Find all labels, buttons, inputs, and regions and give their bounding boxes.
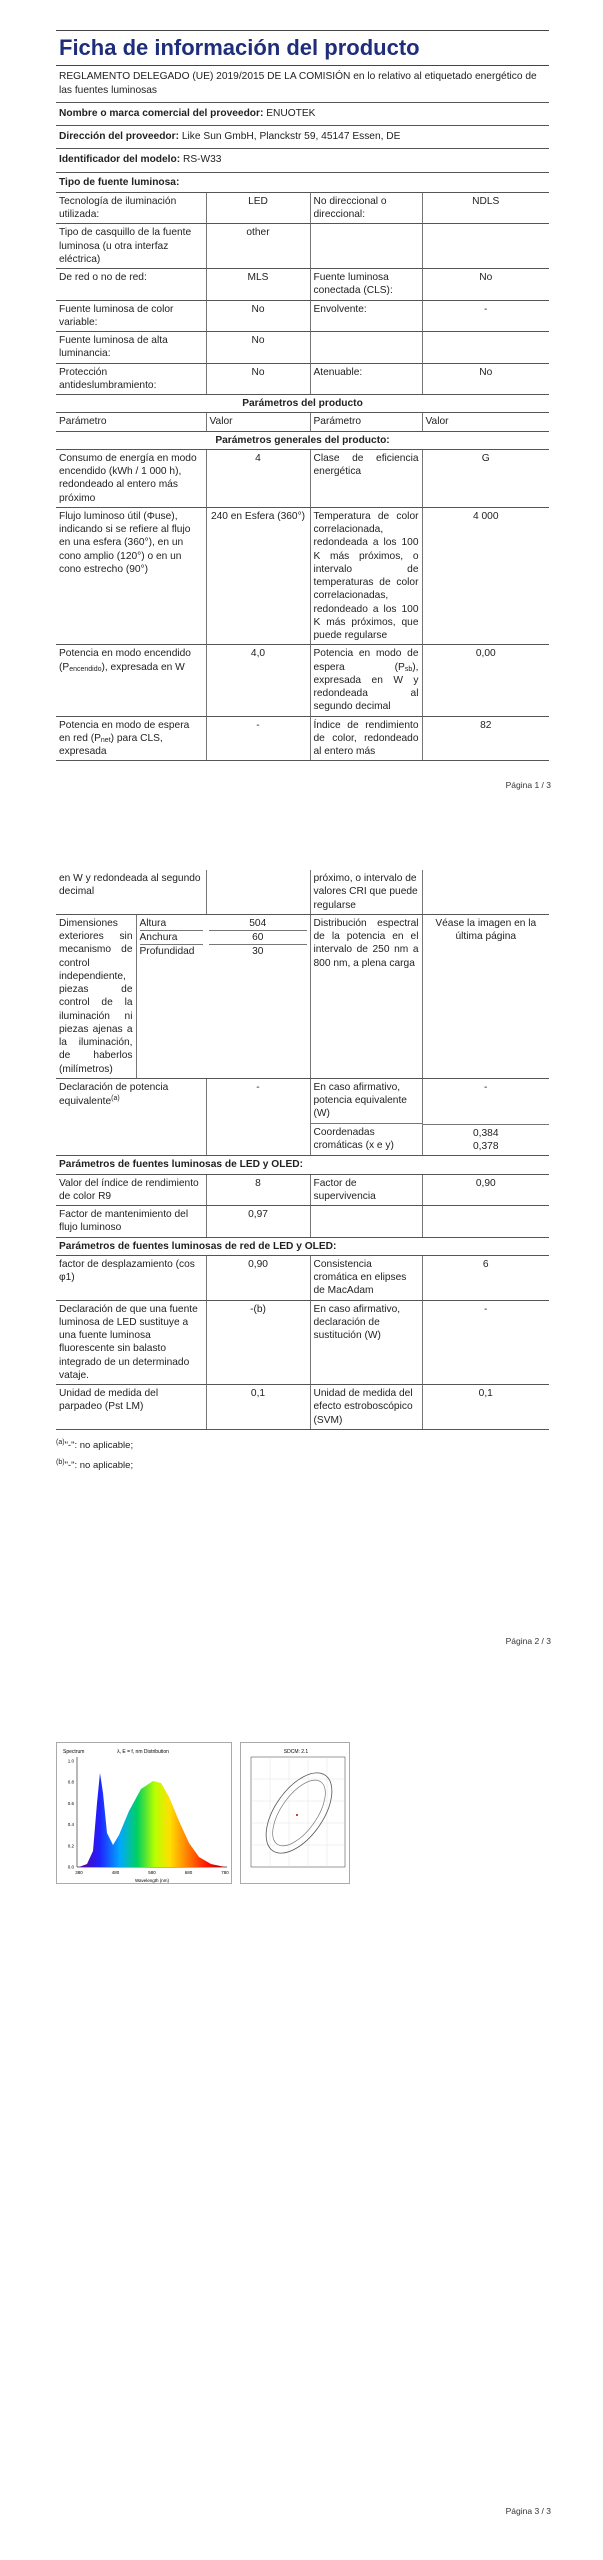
column-header-row: [56, 413, 549, 431]
general-value: -: [206, 716, 310, 761]
source-type-param-2: Atenuable:: [310, 363, 422, 395]
page-1-content: [56, 30, 549, 761]
general-param-2-text: Índice de rendimiento de color, redondeado al entero más: [313, 719, 419, 758]
spectral-distribution-value: Véase la imagen en la última página: [422, 914, 549, 1078]
general-param: [56, 507, 206, 645]
macadam-ellipse-chart: [240, 1742, 350, 1884]
mains-row: [56, 1255, 549, 1300]
col-header-param: Parámetro: [56, 413, 206, 431]
dimension-value-depth: 30: [252, 946, 264, 958]
mains-param: Declaración de que una fuente luminosa de LED sustituye a una fuente luminosa fluorescente sin balasto integrado de un determinado vataje.: [56, 1300, 206, 1385]
supplier-address-label: Dirección del proveedor:: [59, 131, 180, 143]
spectrum-y-tick: 0.0: [67, 1864, 74, 1870]
general-param-2: [310, 449, 422, 507]
dimension-name-depth: Profundidad: [139, 946, 195, 958]
general-value-2: 82: [422, 716, 549, 761]
source-type-value-2: [422, 224, 549, 269]
equivalent-power-row: [56, 1078, 549, 1156]
page-3-number: Página 3 / 3: [505, 2506, 551, 2516]
footnotes: [56, 1438, 549, 1473]
footnote-a-text: "-": no aplicable;: [64, 1439, 134, 1451]
continued-row: [56, 870, 549, 914]
general-value: 240 en Esfera (360°): [206, 507, 310, 645]
led-title-row: [56, 1156, 549, 1174]
led-param-2: Factor de supervivencia: [310, 1174, 422, 1206]
spectrum-y-tick: 0.6: [67, 1800, 74, 1806]
source-type-value-2: -: [422, 300, 549, 332]
general-param-text: Potencia en modo encendido (P: [59, 648, 191, 673]
mains-value: 0,1: [206, 1385, 310, 1430]
general-param-2-text: Potencia en modo de espera (P: [313, 648, 419, 673]
spectrum-x-tick: 580: [148, 1870, 156, 1875]
page-2-content: [56, 870, 549, 1478]
spectrum-y-tick: 0.8: [67, 1779, 74, 1785]
equivalent-power-text: Declaración de potencia equivalente: [59, 1081, 169, 1107]
supplier-address-row: [56, 126, 549, 149]
general-param-text: Potencia en modo de espera en red (P: [59, 719, 190, 744]
dimension-values: [206, 914, 310, 1078]
mains-row: [56, 1300, 549, 1385]
general-value-2: 0,00: [422, 645, 549, 716]
mains-value-2: -: [422, 1300, 549, 1385]
general-param-tail: ), expresada en W: [101, 661, 185, 673]
led-value: 8: [206, 1174, 310, 1206]
general-param-tail: ) para CLS, expresada: [59, 732, 163, 758]
dimension-name-height: Altura: [140, 917, 204, 931]
source-type-value: No: [206, 300, 310, 332]
spectrum-x-tick: 680: [184, 1870, 193, 1875]
ellipse-title: SDCM: 2.1: [283, 1749, 309, 1755]
dimensions-row: [56, 914, 549, 1078]
spectrum-curve: [79, 1773, 225, 1867]
source-type-value: MLS: [206, 269, 310, 301]
general-param-2-text: Clase de eficiencia energética: [313, 452, 419, 478]
ellipse-measured-point: [296, 1814, 298, 1816]
source-type-value: No: [206, 363, 310, 395]
spectrum-ylabel: Spectrum: [63, 1749, 85, 1755]
source-type-param-2: [310, 224, 422, 269]
source-type-value: LED: [206, 193, 310, 224]
led-params-title: Parámetros de fuentes luminosas de LED y OLED:: [56, 1156, 549, 1174]
footnote-b-text: "-": no aplicable;: [64, 1460, 134, 1472]
spectrum-svg: [57, 1743, 233, 1885]
source-type-row: [56, 269, 549, 301]
general-param-text: Consumo de energía en modo encendido (kWh / 1 000 h), redondeado al entero más próximo: [59, 452, 197, 504]
mains-row: [56, 1385, 549, 1430]
col-header-param-2: Parámetro: [310, 413, 422, 431]
general-param-2: [310, 716, 422, 761]
continued-value-1: [206, 870, 310, 914]
footnote-a-mark: (a): [56, 1438, 65, 1446]
dimensions-label: Dimensiones exteriores sin mecanismo de control independiente, piezas de control de la iluminación ni piezas ajenas a la iluminación, de haberlos (milímetros): [56, 914, 136, 1078]
source-type-value-2: No: [422, 269, 549, 301]
general-value-2: 4 000: [422, 507, 549, 645]
model-id-label: Identificador del modelo:: [59, 154, 181, 166]
dimension-names: [136, 914, 206, 1078]
mains-param-2: Unidad de medida del efecto estroboscópico (SVM): [310, 1385, 422, 1430]
product-params-continued-table: [56, 870, 549, 1430]
product-params-table: [56, 395, 549, 761]
footnote-b: [56, 1458, 549, 1472]
source-type-value-2: [422, 332, 549, 364]
page-2-number: Página 2 / 3: [505, 1636, 551, 1646]
source-type-param: Tecnología de iluminación utilizada:: [56, 193, 206, 224]
led-value: 0,97: [206, 1206, 310, 1238]
general-value: 4,0: [206, 645, 310, 716]
general-value-2: G: [422, 449, 549, 507]
dimension-value-height: 504: [209, 917, 307, 931]
mains-value: 0,90: [206, 1255, 310, 1300]
supplier-name-label: Nombre o marca comercial del proveedor:: [59, 107, 264, 119]
mains-param: Unidad de medida del parpadeo (Pst LM): [56, 1385, 206, 1430]
spectrum-x-tick: 380: [75, 1870, 83, 1875]
spectrum-x-ticks: [75, 1870, 229, 1875]
source-type-value: other: [206, 224, 310, 269]
mains-title-row: [56, 1237, 549, 1255]
general-params-title-row: [56, 431, 549, 449]
col-header-value-2: Valor: [422, 413, 549, 431]
general-param-row: [56, 507, 549, 645]
source-type-title: Tipo de fuente luminosa:: [56, 173, 549, 193]
led-param: Factor de mantenimiento del flujo luminoso: [56, 1206, 206, 1238]
equivalent-power-values: [422, 1078, 549, 1156]
source-type-row: [56, 363, 549, 395]
source-type-param: De red o no de red:: [56, 269, 206, 301]
source-type-value: No: [206, 332, 310, 364]
product-params-title-row: [56, 395, 549, 413]
general-param-text: Flujo luminoso útil (Φuse), indicando si se refiere al flujo en una esfera (360°), en un cono amplio (120°) o en un cono estrecho (90°): [59, 510, 191, 575]
page-1-number: Página 1 / 3: [505, 780, 551, 790]
source-type-param: Fuente luminosa de alta luminancia:: [56, 332, 206, 364]
ellipse-svg: [241, 1743, 351, 1885]
chromaticity-value: 0,384 0,378: [473, 1127, 499, 1152]
footnote-a: [56, 1438, 549, 1452]
continued-value-2: [422, 870, 549, 914]
equivalent-power-label: [56, 1078, 206, 1156]
general-param-row: [56, 645, 549, 716]
ellipse-inner: [262, 1772, 335, 1855]
equivalent-watt-value: -: [423, 1079, 550, 1125]
page-2: [0, 830, 603, 1686]
col-header-value: Valor: [206, 413, 310, 431]
equivalent-watt-label: En caso afirmativo, potencia equivalente (W): [311, 1079, 422, 1124]
general-value: 4: [206, 449, 310, 507]
footnote-b-mark: (b): [56, 1459, 65, 1467]
source-type-param-2: Envolvente:: [310, 300, 422, 332]
continued-param-2: próximo, o intervalo de valores CRI que puede regularse: [310, 870, 422, 914]
general-param-sub: encendido: [69, 665, 102, 673]
source-type-param: Tipo de casquillo de la fuente luminosa (u otra interfaz eléctrica): [56, 224, 206, 269]
source-type-value-2: No: [422, 363, 549, 395]
led-param-2: [310, 1206, 422, 1238]
source-type-row: [56, 300, 549, 332]
dimension-name-width: Anchura: [140, 931, 204, 945]
ellipse-plot-frame: [251, 1757, 345, 1867]
general-param-2: [310, 507, 422, 645]
general-param-2-sub: sb: [404, 665, 413, 673]
supplier-name-row: [56, 103, 549, 126]
led-value-2: [422, 1206, 549, 1238]
spectrum-y-tick: 1.0: [67, 1758, 74, 1764]
mains-value-2: 0,1: [422, 1385, 549, 1430]
mains-value: -(b): [206, 1300, 310, 1385]
mains-param: factor de desplazamiento (cos φ1): [56, 1255, 206, 1300]
dimension-value-width: 60: [209, 931, 307, 945]
source-type-row: [56, 193, 549, 224]
led-param: Valor del índice de rendimiento de color R9: [56, 1174, 206, 1206]
spectrum-title: λ, E = f, nm Distribution: [117, 1749, 169, 1755]
supplier-address-value: Like Sun GmbH, Planckstr 59, 45147 Essen, DE: [181, 131, 401, 143]
document-title: Ficha de información del producto: [56, 30, 549, 66]
general-params-title: Parámetros generales del producto:: [56, 431, 549, 449]
page-1: [0, 0, 603, 830]
general-param-row: [56, 716, 549, 761]
source-type-row: [56, 224, 549, 269]
general-param: [56, 716, 206, 761]
source-type-param-2: [310, 332, 422, 364]
source-type-row: [56, 332, 549, 364]
general-param-2-text: Temperatura de color correlacionada, redondeada a los 100 K más próximos, o intervalo de temperaturas de color correlacionadas, redondeado a los 100 K más próximos, que puede regularse: [313, 510, 419, 642]
product-params-title: Parámetros del producto: [56, 395, 549, 413]
led-value-2: 0,90: [422, 1174, 549, 1206]
mains-params-title: Parámetros de fuentes luminosas de red de LED y OLED:: [56, 1237, 549, 1255]
chart-images-row: [56, 1742, 350, 1884]
source-type-param: Fuente luminosa de color variable:: [56, 300, 206, 332]
general-param-2-tail: ), expresada en W y redondeada al segundo decimal: [313, 661, 419, 713]
led-row: [56, 1174, 549, 1206]
source-type-param-2: Fuente luminosa conectada (CLS):: [310, 269, 422, 301]
model-id-row: [56, 149, 549, 172]
mains-param-2: Consistencia cromática en elipses de MacAdam: [310, 1255, 422, 1300]
spectrum-y-tick: 0.2: [67, 1843, 74, 1849]
page-3: [0, 1686, 603, 2560]
mains-value-2: 6: [422, 1255, 549, 1300]
spectral-distribution-label: Distribución espectral de la potencia en el intervalo de 250 nm a 800 nm, a plena carga: [310, 914, 422, 1078]
equivalent-power-params: [310, 1078, 422, 1156]
led-row: [56, 1206, 549, 1238]
chromaticity-label: Coordenadas cromáticas (x e y): [313, 1126, 394, 1151]
source-type-param-2: No direccional o direccional:: [310, 193, 422, 224]
general-param: [56, 645, 206, 716]
spectrum-chart: [56, 1742, 232, 1884]
source-type-param: Protección antideslumbramiento:: [56, 363, 206, 395]
equivalent-power-note: (a): [111, 1095, 120, 1102]
model-id-value: RS-W33: [182, 154, 222, 166]
spectrum-xlabel: Wavelength (nm): [134, 1878, 170, 1883]
general-param-sub: net: [100, 736, 111, 744]
general-param: [56, 449, 206, 507]
spectrum-y-ticks: [68, 1759, 75, 1870]
regulation-text: REGLAMENTO DELEGADO (UE) 2019/2015 DE LA COMISIÓN en lo relativo al etiquetado energético de las fuentes luminosas: [56, 66, 549, 103]
general-param-row: [56, 449, 549, 507]
spectrum-x-tick: 780: [221, 1870, 229, 1875]
source-type-table: [56, 193, 549, 395]
ellipse-grid: [251, 1757, 345, 1867]
spectrum-x-tick: 480: [111, 1870, 120, 1875]
equivalent-power-value: -: [206, 1078, 310, 1156]
ellipse-outer: [253, 1762, 345, 1865]
general-param-2: [310, 645, 422, 716]
source-type-value-2: NDLS: [422, 193, 549, 224]
supplier-name-value: ENUOTEK: [266, 107, 316, 119]
spectrum-y-tick: 0.4: [67, 1822, 74, 1828]
continued-param-1: en W y redondeada al segundo decimal: [56, 870, 206, 914]
mains-param-2: En caso afirmativo, declaración de sustitución (W): [310, 1300, 422, 1385]
